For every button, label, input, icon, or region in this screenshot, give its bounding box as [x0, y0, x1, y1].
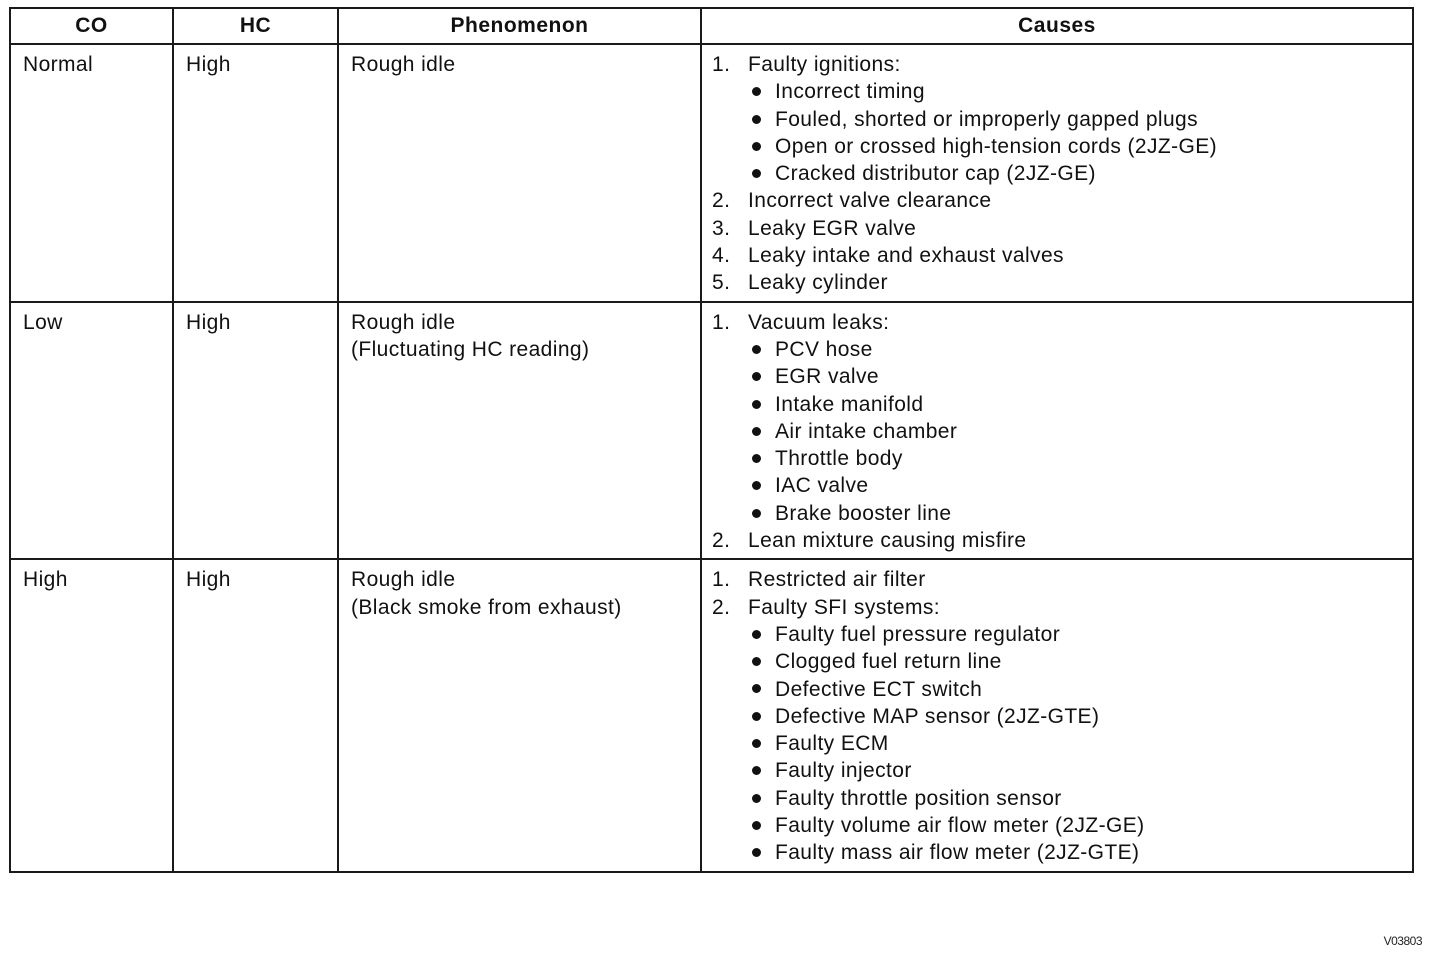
- sub-cause-list: [712, 621, 1402, 867]
- bullet-icon: [752, 794, 761, 803]
- sub-cause-item: [748, 78, 1402, 105]
- phenomenon-line: Rough idle: [351, 310, 456, 334]
- header-causes: Causes: [701, 8, 1413, 44]
- co-cell: Low: [10, 302, 173, 560]
- phenomenon-line: (Black smoke from exhaust): [351, 595, 622, 619]
- bullet-icon: [752, 345, 761, 354]
- cause-list: [712, 566, 1402, 866]
- sub-cause-text: Faulty fuel pressure regulator: [775, 622, 1061, 646]
- cause-number: 1.: [712, 53, 731, 76]
- cause-item: [712, 309, 1402, 527]
- cause-number: 4.: [712, 244, 731, 268]
- sub-cause-text: IAC valve: [775, 474, 869, 498]
- causes-cell: [701, 559, 1413, 871]
- bullet-icon: [752, 169, 761, 178]
- cause-text: Restricted air filter: [748, 568, 926, 592]
- header-hc: HC: [173, 8, 338, 44]
- cause-text: Vacuum leaks:: [748, 310, 890, 334]
- sub-cause-text: Open or crossed high-tension cords (2JZ-GE): [775, 134, 1218, 158]
- header-row: [10, 8, 1413, 44]
- hc-cell: High: [173, 559, 338, 871]
- header-co: CO: [10, 8, 173, 44]
- cause-text: Faulty ignitions:: [748, 53, 901, 76]
- cause-number: 3.: [712, 216, 731, 240]
- table-body: [10, 44, 1413, 872]
- sub-cause-text: Incorrect timing: [775, 80, 925, 104]
- cause-item: [712, 527, 1402, 554]
- bullet-icon: [752, 821, 761, 830]
- table-row: [10, 44, 1413, 302]
- cause-text: Faulty SFI systems:: [748, 595, 940, 619]
- phenomenon-cell: [338, 44, 701, 302]
- bullet-icon: [752, 766, 761, 775]
- sub-cause-item: [748, 472, 1402, 499]
- cause-item: [712, 187, 1402, 214]
- bullet-icon: [752, 739, 761, 748]
- cause-item: [712, 594, 1402, 867]
- cause-text: Incorrect valve clearance: [748, 189, 992, 213]
- sub-cause-text: Defective ECT switch: [775, 677, 983, 701]
- bullet-icon: [752, 87, 761, 96]
- sub-cause-item: [748, 703, 1402, 730]
- cause-number: 2.: [712, 595, 731, 619]
- bullet-icon: [752, 454, 761, 463]
- bullet-icon: [752, 372, 761, 381]
- sub-cause-item: [748, 106, 1402, 133]
- sub-cause-text: Faulty injector: [775, 759, 912, 783]
- figure-code: V03803: [1383, 934, 1422, 948]
- cause-number: 1.: [712, 568, 731, 592]
- header-phenomenon: Phenomenon: [338, 8, 701, 44]
- bullet-icon: [752, 848, 761, 857]
- sub-cause-text: Faulty ECM: [775, 732, 889, 756]
- sub-cause-text: EGR valve: [775, 365, 879, 389]
- phenomenon-cell: [338, 559, 701, 871]
- cause-item: [712, 566, 1402, 593]
- table-row: [10, 559, 1413, 871]
- hc-cell: High: [173, 44, 338, 302]
- co-cell: Normal: [10, 44, 173, 302]
- sub-cause-item: [748, 445, 1402, 472]
- bullet-icon: [752, 400, 761, 409]
- sub-cause-text: Brake booster line: [775, 501, 952, 525]
- cause-number: 2.: [712, 189, 731, 213]
- bullet-icon: [752, 657, 761, 666]
- bullet-icon: [752, 142, 761, 151]
- cause-text: Leaky intake and exhaust valves: [748, 244, 1064, 268]
- hc-cell: High: [173, 302, 338, 560]
- phenomenon-line: Rough idle: [351, 568, 456, 592]
- phenomenon-cell: [338, 302, 701, 560]
- bullet-icon: [752, 481, 761, 490]
- sub-cause-item: [748, 336, 1402, 363]
- cause-item: [712, 269, 1402, 296]
- cause-text: Leaky cylinder: [748, 271, 888, 295]
- cause-number: 2.: [712, 529, 731, 553]
- cause-text: Lean mixture causing misfire: [748, 529, 1027, 553]
- phenomenon-line: Rough idle: [351, 53, 456, 76]
- sub-cause-list: [712, 336, 1402, 527]
- table-row: [10, 302, 1413, 560]
- sub-cause-item: [748, 676, 1402, 703]
- sub-cause-text: Faulty mass air flow meter (2JZ-GTE): [775, 841, 1140, 865]
- sub-cause-text: Faulty volume air flow meter (2JZ-GE): [775, 814, 1145, 838]
- cause-item: [712, 51, 1402, 187]
- cause-list: [712, 309, 1402, 555]
- sub-cause-item: [748, 730, 1402, 757]
- sub-cause-item: [748, 621, 1402, 648]
- bullet-icon: [752, 630, 761, 639]
- sub-cause-text: Fouled, shorted or improperly gapped plugs: [775, 107, 1199, 131]
- sub-cause-text: Clogged fuel return line: [775, 650, 1002, 674]
- sub-cause-text: Defective MAP sensor (2JZ-GTE): [775, 704, 1100, 728]
- sub-cause-item: [748, 785, 1402, 812]
- sub-cause-item: [748, 391, 1402, 418]
- sub-cause-item: [748, 160, 1402, 187]
- bullet-icon: [752, 509, 761, 518]
- sub-cause-item: [748, 839, 1402, 866]
- phenomenon-line: (Fluctuating HC reading): [351, 337, 590, 361]
- cause-list: [712, 51, 1402, 297]
- causes-cell: [701, 44, 1413, 302]
- cause-number: 5.: [712, 271, 731, 295]
- sub-cause-item: [748, 812, 1402, 839]
- sub-cause-text: PCV hose: [775, 337, 873, 361]
- sub-cause-item: [748, 648, 1402, 675]
- sub-cause-list: [712, 78, 1402, 187]
- bullet-icon: [752, 684, 761, 693]
- sub-cause-text: Faulty throttle position sensor: [775, 786, 1062, 810]
- co-cell: High: [10, 559, 173, 871]
- sub-cause-item: [748, 757, 1402, 784]
- bullet-icon: [752, 712, 761, 721]
- sub-cause-text: Air intake chamber: [775, 419, 958, 443]
- sub-cause-item: [748, 363, 1402, 390]
- cause-item: [712, 215, 1402, 242]
- bullet-icon: [752, 115, 761, 124]
- sub-cause-text: Cracked distributor cap (2JZ-GE): [775, 162, 1096, 186]
- sub-cause-item: [748, 133, 1402, 160]
- causes-cell: [701, 302, 1413, 560]
- sub-cause-item: [748, 418, 1402, 445]
- diagnosis-table: [9, 7, 1414, 873]
- sub-cause-text: Intake manifold: [775, 392, 924, 416]
- sub-cause-item: [748, 500, 1402, 527]
- cause-item: [712, 242, 1402, 269]
- cause-number: 1.: [712, 310, 731, 334]
- bullet-icon: [752, 427, 761, 436]
- sub-cause-text: Throttle body: [775, 447, 903, 471]
- cause-text: Leaky EGR valve: [748, 216, 917, 240]
